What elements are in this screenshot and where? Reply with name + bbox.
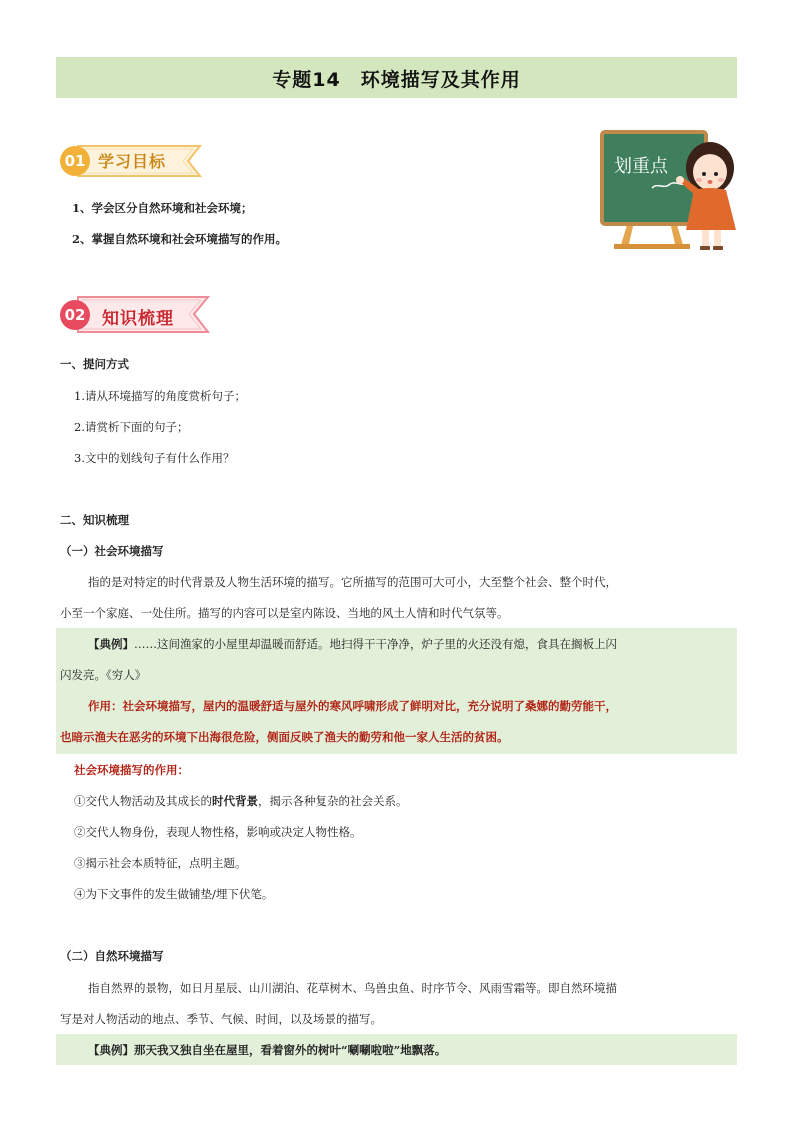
example-label: 【典例】 [88,1043,134,1057]
goal-item: 2、掌握自然环境和社会环境描写的作用。 [72,232,287,246]
question-item: 2.请赏析下面的句子； [74,420,189,434]
section-number-badge: 01 [60,146,90,176]
function-text: ①交代人物活动及其成长的 [74,794,212,808]
example-text: ……这间渔家的小屋里却温暖而舒适。地扫得干干净净，炉子里的火还没有熄，食具在搁板上闪 [134,637,617,651]
function-item [74,793,408,809]
title-bar [56,57,737,98]
example-label: 【典例】 [88,637,134,651]
natural-example [88,1042,446,1058]
function-keyword: 时代背景 [212,794,258,808]
natural-paragraph: 指自然界的景物，如日月星辰、山川湖泊、花草树木、鸟兽虫鱼、时序节令、风雨雪霜等。即自然环境描 [88,981,617,995]
question-item: 3.文中的划线句子有什么作用？ [74,451,235,465]
section-label: 知识梳理 [102,309,174,329]
natural-paragraph: 写是对人物活动的地点、季节、气候、时间，以及场景的描写。 [60,1012,382,1026]
social-example-cont: 闪发亮。《穷人》 [60,668,147,682]
chalkboard-illustration [598,130,740,252]
teacher-girl-icon [598,130,740,252]
section-label: 学习目标 [98,152,167,171]
social-paragraph: 小至一个家庭、一处住所。描写的内容可以是室内陈设、当地的风土人情和时代气氛等。 [60,606,509,620]
natural-heading: （二）自然环境描写 [60,949,164,963]
social-paragraph: 指的是对特定的时代背景及人物生活环境的描写。它所描写的范围可大可小，大至整个社会、整个时代， [88,575,617,589]
part2-heading: 二、知识梳理 [60,513,129,527]
social-effect: 作用：社会环境描写，屋内的温暖舒适与屋外的寒风呼啸形成了鲜明对比，充分说明了桑娜的勤劳能干， [88,699,617,713]
social-example [88,636,617,652]
section-tag-knowledge [60,294,212,338]
function-text: ，揭示各种复杂的社会关系。 [258,794,408,808]
social-functions-heading: 社会环境描写的作用： [74,763,189,777]
page-title: 专题14 环境描写及其作用 [272,69,521,91]
function-item: ③揭示社会本质特征，点明主题。 [74,856,247,870]
section-tag-learning-goals [60,140,210,184]
section-number-badge: 02 [60,300,90,330]
question-item: 1.请从环境描写的角度赏析句子； [74,389,246,403]
social-effect-cont: 也暗示渔夫在恶劣的环境下出海很危险，侧面反映了渔夫的勤劳和他一家人生活的贫困。 [60,730,509,744]
part1-heading: 一、提问方式 [60,357,129,371]
social-heading: （一）社会环境描写 [60,544,164,558]
function-item: ②交代人物身份，表现人物性格，影响或决定人物性格。 [74,825,362,839]
example-text: 那天我又独自坐在屋里，看着窗外的树叶“唰唰啦啦”地飘落。 [134,1043,447,1057]
goal-item: 1、学会区分自然环境和社会环境； [72,201,253,215]
function-item: ④为下文事件的发生做铺垫/埋下伏笔。 [74,887,274,901]
board-text: 划重点 [614,156,668,177]
